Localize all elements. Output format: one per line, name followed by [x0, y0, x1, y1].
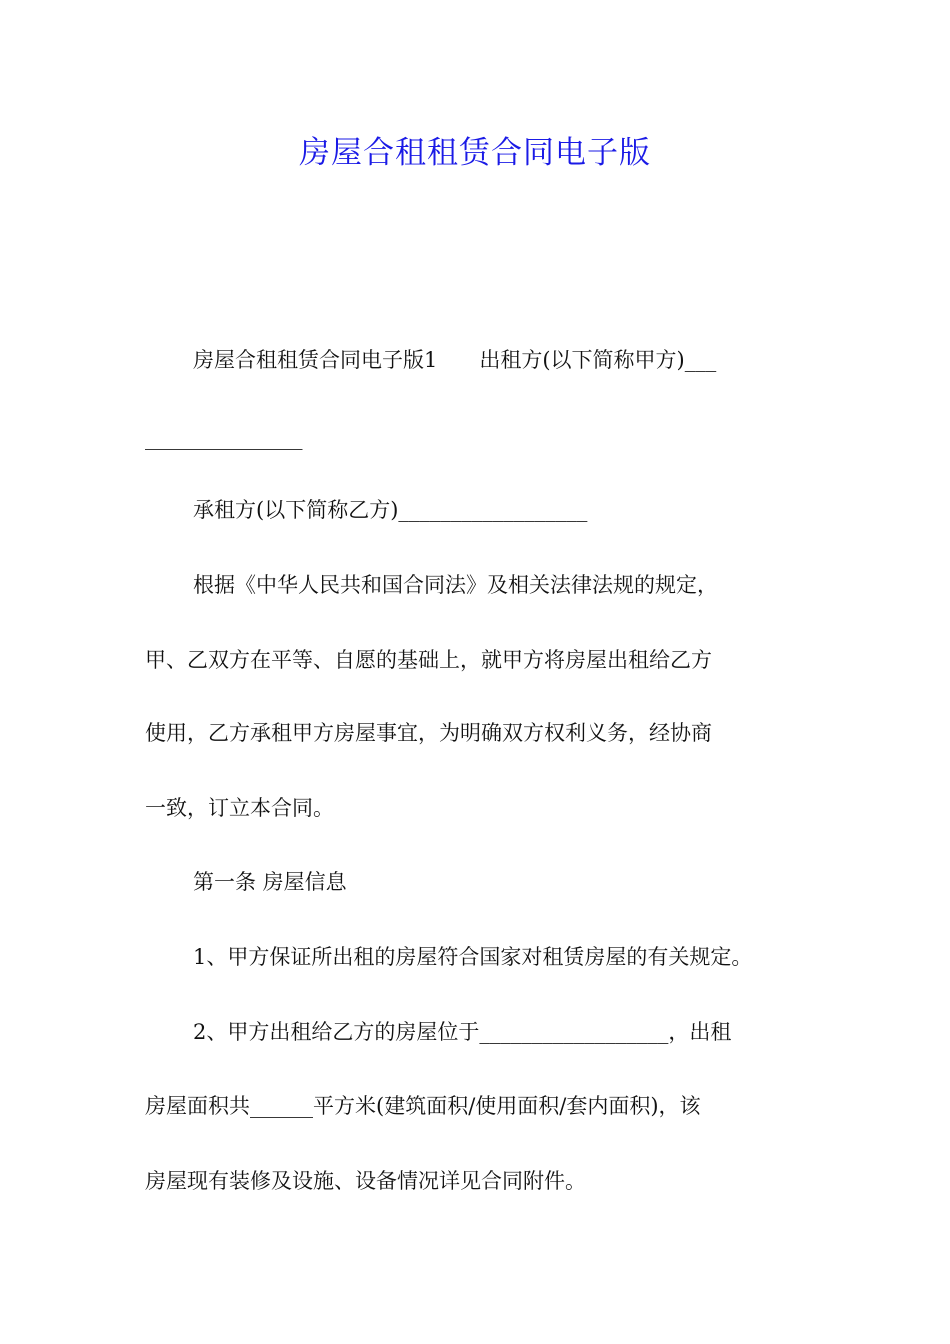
paragraph-line: 1、甲方保证所出租的房屋符合国家对租赁房屋的有关规定。: [193, 945, 753, 969]
paragraph-line: 甲、乙双方在平等、自愿的基础上，就甲方将房屋出租给乙方: [145, 648, 712, 672]
paragraph-line: 承租方(以下简称乙方)__________________: [193, 498, 588, 522]
paragraph-line: 2、甲方出租给乙方的房屋位于__________________，出租: [193, 1020, 732, 1044]
paragraph-line: 一致，订立本合同。: [145, 796, 334, 820]
paragraph-line: _______________: [145, 426, 303, 450]
paragraph-line: 房屋面积共______平方米(建筑面积/使用面积/套内面积)，该: [145, 1094, 701, 1118]
paragraph-line: 房屋现有装修及设施、设备情况详见合同附件。: [145, 1169, 586, 1193]
section-heading: 第一条 房屋信息: [193, 870, 347, 894]
document-title: 房屋合租租赁合同电子版: [299, 135, 651, 171]
paragraph-line: 根据《中华人民共和国合同法》及相关法律法规的规定，: [193, 573, 718, 597]
paragraph-line: 使用，乙方承租甲方房屋事宜，为明确双方权利义务，经协商: [145, 721, 712, 745]
paragraph-line: 房屋合租租赁合同电子版1 出租方(以下简称甲方)___: [193, 348, 717, 372]
